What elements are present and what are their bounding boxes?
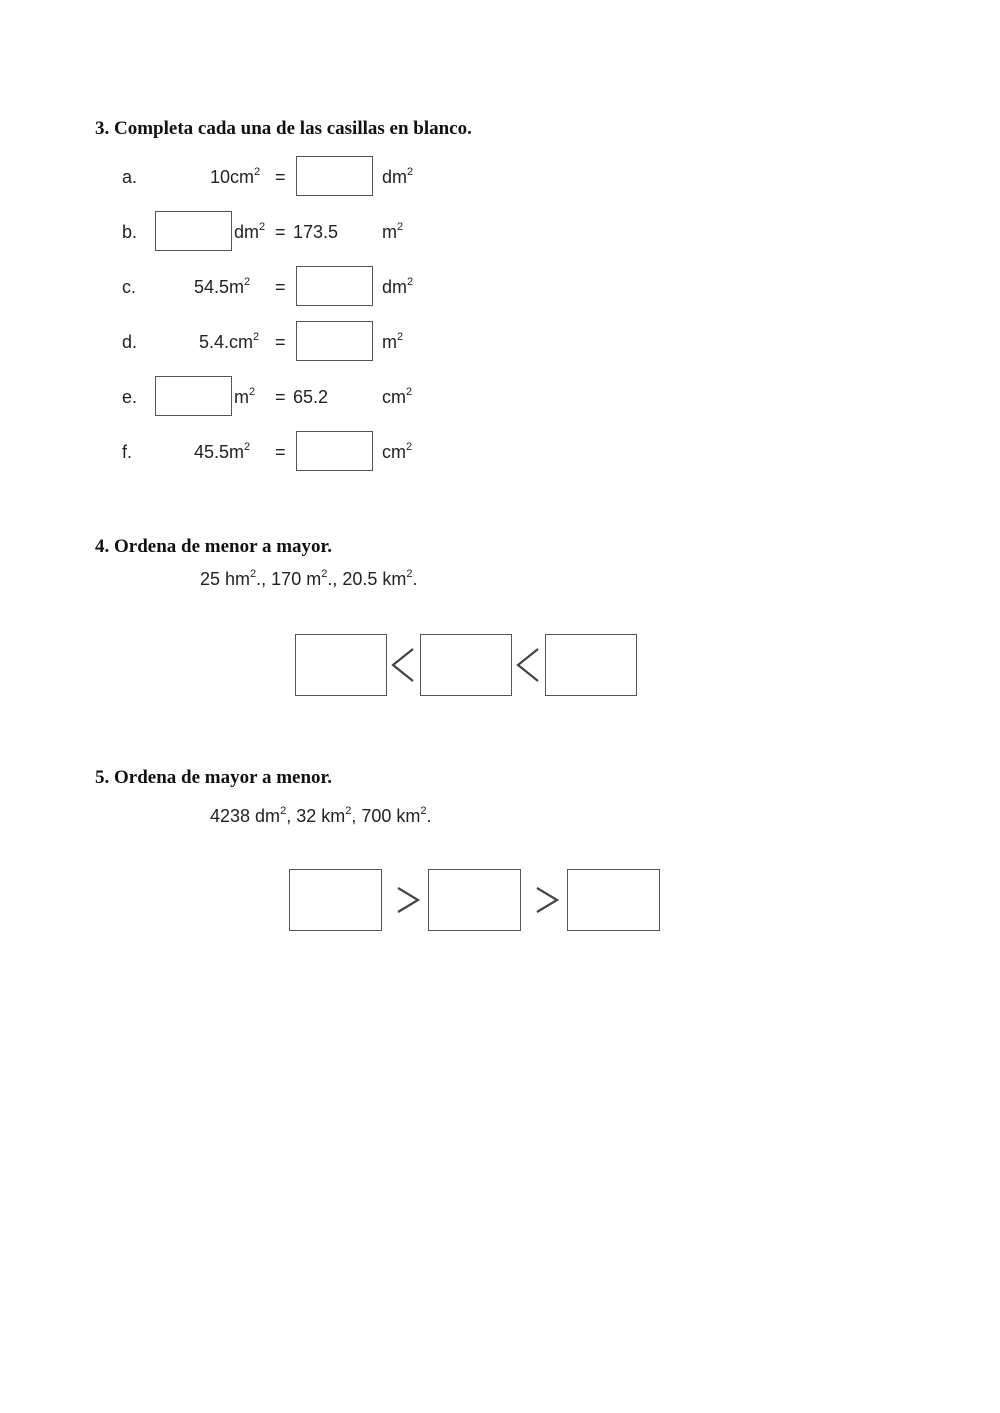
row-letter: f. bbox=[122, 442, 133, 462]
right-unit: $dm^2$ bbox=[382, 276, 414, 297]
equals-sign: = bbox=[275, 332, 286, 352]
greater-than-symbol bbox=[533, 880, 561, 920]
greater-than-symbol bbox=[394, 880, 422, 920]
order-box-2[interactable] bbox=[420, 634, 512, 696]
order-box-1[interactable] bbox=[295, 634, 387, 696]
right-unit: $m^2$ bbox=[382, 221, 404, 242]
answer-box-e[interactable] bbox=[155, 376, 232, 416]
order-box-3[interactable] bbox=[567, 869, 660, 931]
answer-box-a[interactable] bbox=[296, 156, 373, 196]
equals-sign: = bbox=[275, 387, 286, 407]
q4-title: 4. Ordena de menor a mayor. bbox=[95, 536, 332, 557]
left-quantity: $54.5m^2$ bbox=[194, 276, 251, 297]
row-letter: d. bbox=[122, 332, 138, 352]
q3-title: 3. Completa cada una de las casillas en blanco. bbox=[95, 118, 472, 139]
less-than-symbol bbox=[514, 645, 542, 685]
equals-sign: = bbox=[275, 222, 286, 242]
right-unit: $cm^2$ bbox=[382, 386, 413, 407]
right-unit: $cm^2$ bbox=[382, 441, 413, 462]
q4-values: 25 $hm^2$., 170 $m^2$., 20.5 $km^2$. bbox=[200, 568, 418, 589]
row-letter: c. bbox=[122, 277, 137, 297]
equals-sign: = bbox=[275, 167, 286, 187]
left-quantity: $45.5m^2$ bbox=[194, 441, 251, 462]
q5-values: 4238 $dm^2$, 32 $km^2$, 700 $km^2$. bbox=[210, 805, 432, 826]
order-box-1[interactable] bbox=[289, 869, 382, 931]
right-value: 65.2 bbox=[293, 387, 329, 407]
q5-title: 5. Ordena de mayor a menor. bbox=[95, 767, 332, 788]
answer-box-d[interactable] bbox=[296, 321, 373, 361]
left-quantity: $5.4.cm^2$ bbox=[199, 331, 260, 352]
equals-sign: = bbox=[275, 442, 286, 462]
right-value: 173.5 bbox=[293, 222, 339, 242]
answer-box-b[interactable] bbox=[155, 211, 232, 251]
row-letter: a. bbox=[122, 167, 138, 187]
less-than-symbol bbox=[389, 645, 417, 685]
order-box-3[interactable] bbox=[545, 634, 637, 696]
left-unit: $m^2$ bbox=[234, 386, 256, 407]
row-letter: e. bbox=[122, 387, 138, 407]
right-unit: $dm^2$ bbox=[382, 166, 414, 187]
order-box-2[interactable] bbox=[428, 869, 521, 931]
row-letter: b. bbox=[122, 222, 138, 242]
left-quantity: $10cm^2$ bbox=[210, 166, 261, 187]
answer-box-c[interactable] bbox=[296, 266, 373, 306]
answer-box-f[interactable] bbox=[296, 431, 373, 471]
left-unit: $dm^2$ bbox=[234, 221, 266, 242]
right-unit: $m^2$ bbox=[382, 331, 404, 352]
equals-sign: = bbox=[275, 277, 286, 297]
